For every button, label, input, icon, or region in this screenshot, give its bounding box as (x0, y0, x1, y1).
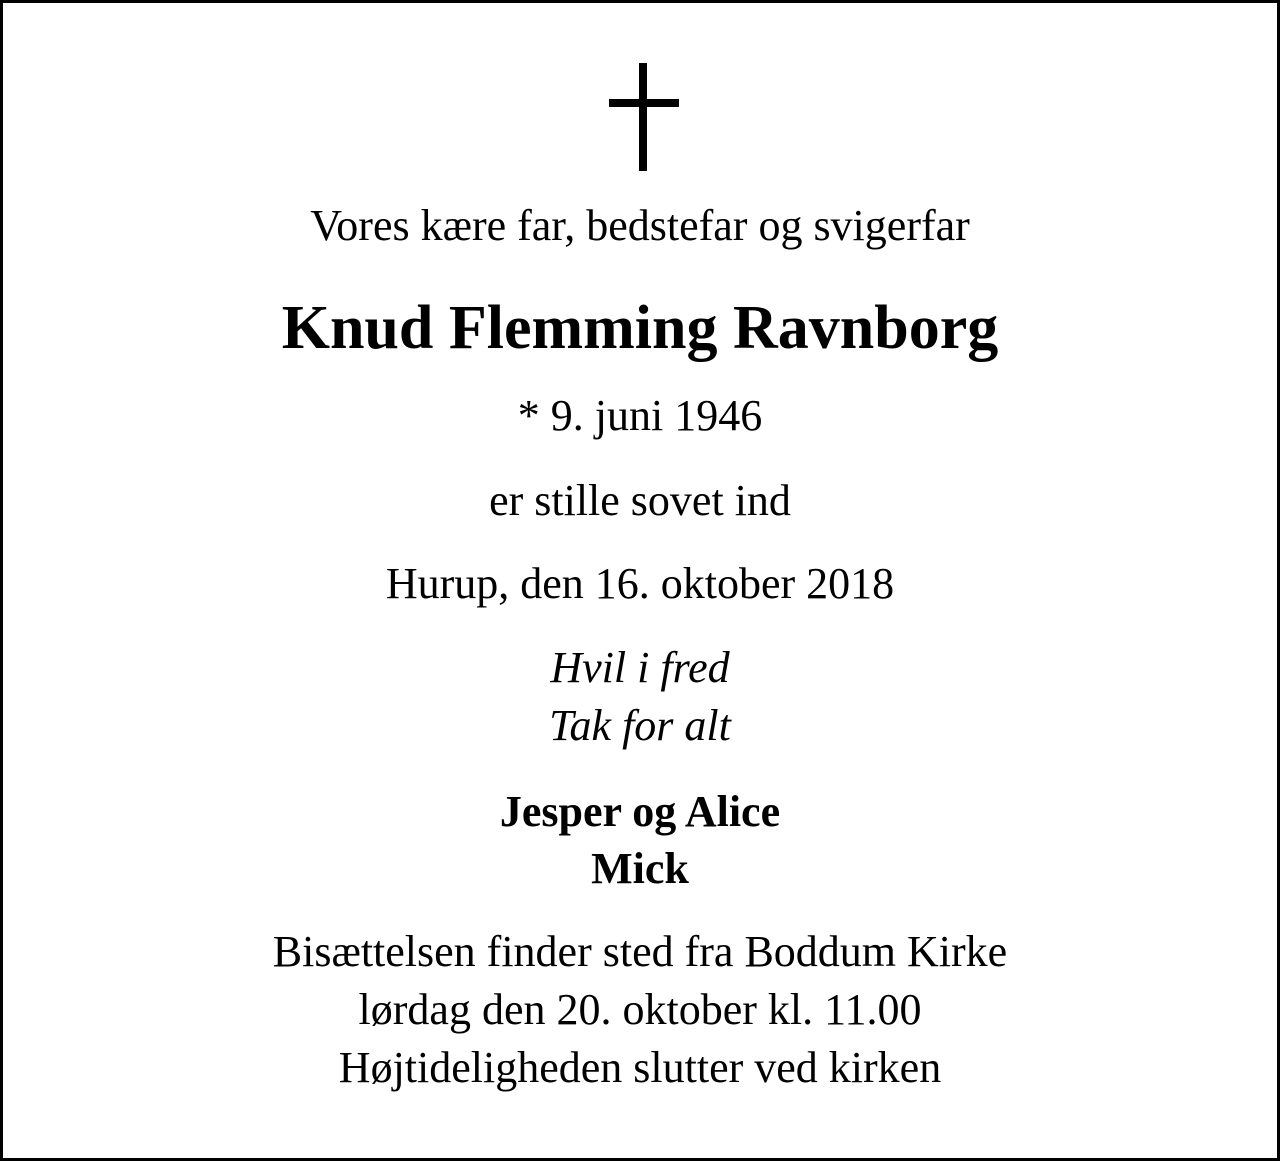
latin-cross-icon (603, 63, 683, 175)
farewell-line: Tak for alt (549, 701, 731, 750)
family-name: Jesper og Alice (499, 787, 781, 836)
birth-date: * 9. juni 1946 (517, 391, 763, 440)
funeral-info-line: Bisættelsen finder sted fra Boddum Kirke (272, 927, 1008, 976)
funeral-info-line: lørdag den 20. oktober kl. 11.00 (358, 985, 922, 1034)
deceased-name: Knud Flemming Ravnborg (281, 294, 999, 362)
farewell-line: Hvil i fred (550, 643, 730, 692)
place-and-date: Hurup, den 16. oktober 2018 (385, 559, 895, 608)
cross-area (3, 3, 1277, 178)
funeral-info-line: Højtideligheden slutter ved kirken (338, 1043, 942, 1092)
family-name: Mick (591, 844, 689, 893)
passed-text: er stille sovet ind (489, 476, 791, 525)
intro-text: Vores kære far, bedstefar og svigerfar (310, 201, 970, 250)
